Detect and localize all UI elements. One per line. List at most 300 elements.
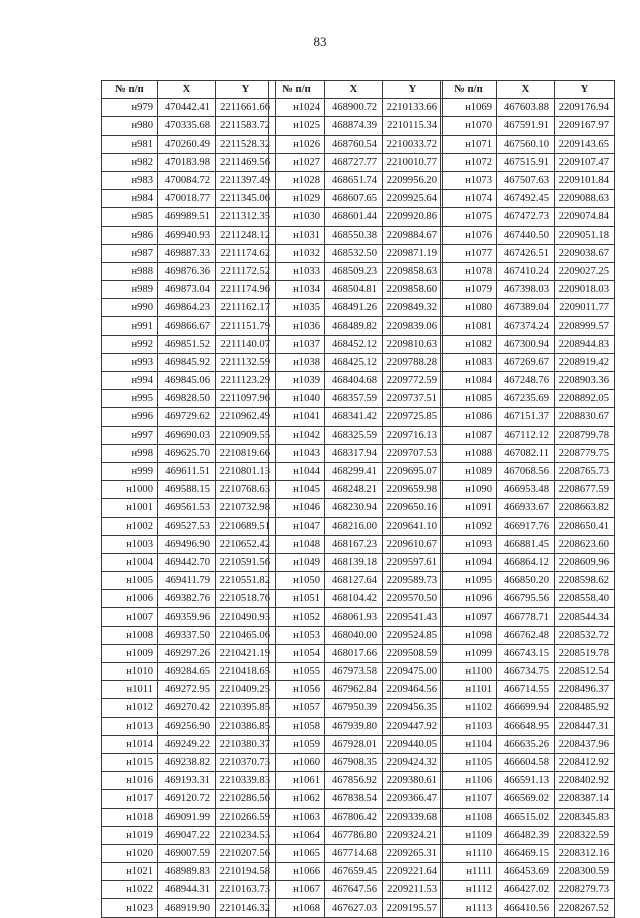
x-coordinate: 466648.95 (497, 717, 555, 735)
x-coordinate: 468509.23 (325, 262, 383, 280)
x-coordinate: 469866.67 (158, 317, 216, 335)
x-coordinate: 469611.51 (158, 462, 216, 480)
y-coordinate: 2210370.73 (216, 753, 276, 771)
x-coordinate: 468504.81 (325, 281, 383, 299)
x-coordinate: 469297.26 (158, 644, 216, 662)
x-coordinate: 468989.83 (158, 863, 216, 881)
table-header-row (269, 81, 443, 99)
y-coordinate: 2210286.56 (216, 790, 276, 808)
point-number: н998 (102, 444, 158, 462)
point-number: н1066 (269, 863, 325, 881)
point-number: н1087 (441, 426, 497, 444)
table-row (102, 426, 276, 444)
table-row (269, 208, 443, 226)
table-row (102, 535, 276, 553)
point-number: н1072 (441, 153, 497, 171)
point-number: н1088 (441, 444, 497, 462)
table-row (441, 753, 615, 771)
y-coordinate: 2208312.16 (555, 844, 615, 862)
point-number: н1102 (441, 699, 497, 717)
y-coordinate: 2211661.66 (216, 99, 276, 117)
y-coordinate: 2208663.82 (555, 499, 615, 517)
x-coordinate: 467838.54 (325, 790, 383, 808)
table-row (441, 863, 615, 881)
x-coordinate: 466410.56 (497, 899, 555, 917)
x-coordinate: 466850.20 (497, 572, 555, 590)
point-number: н1019 (102, 826, 158, 844)
table-row (269, 135, 443, 153)
point-number: н1104 (441, 735, 497, 753)
x-coordinate: 466881.45 (497, 535, 555, 553)
x-coordinate: 470183.98 (158, 153, 216, 171)
point-number: н1032 (269, 244, 325, 262)
y-coordinate: 2210194.58 (216, 863, 276, 881)
table-row (102, 553, 276, 571)
y-coordinate: 2209597.61 (383, 553, 443, 571)
x-coordinate: 470260.49 (158, 135, 216, 153)
table-row (269, 644, 443, 662)
x-coordinate: 467151.37 (497, 408, 555, 426)
point-number: н1001 (102, 499, 158, 517)
y-coordinate: 2210234.53 (216, 826, 276, 844)
table-row (102, 190, 276, 208)
y-coordinate: 2209143.65 (555, 135, 615, 153)
table-row (102, 208, 276, 226)
table-row (441, 226, 615, 244)
y-coordinate: 2210386.85 (216, 717, 276, 735)
y-coordinate: 2209440.05 (383, 735, 443, 753)
y-coordinate: 2208892.05 (555, 390, 615, 408)
x-coordinate: 470335.68 (158, 117, 216, 135)
table-row (269, 753, 443, 771)
table-row (102, 135, 276, 153)
y-coordinate: 2209464.56 (383, 681, 443, 699)
x-coordinate: 468104.42 (325, 590, 383, 608)
x-coordinate: 469193.31 (158, 772, 216, 790)
y-coordinate: 2211312.35 (216, 208, 276, 226)
table-row (102, 790, 276, 808)
table-row (269, 863, 443, 881)
table-row (102, 153, 276, 171)
point-number: н1073 (441, 171, 497, 189)
table-row (441, 426, 615, 444)
x-coordinate: 469284.65 (158, 663, 216, 681)
table-row (102, 281, 276, 299)
x-coordinate: 469382.76 (158, 590, 216, 608)
table-row (269, 353, 443, 371)
y-coordinate: 2209051.18 (555, 226, 615, 244)
table-row (102, 444, 276, 462)
y-coordinate: 2209650.16 (383, 499, 443, 517)
point-number: н1067 (269, 881, 325, 899)
point-number: н993 (102, 353, 158, 371)
table-row (269, 117, 443, 135)
point-number: н990 (102, 299, 158, 317)
point-number: н1014 (102, 735, 158, 753)
x-coordinate: 466864.12 (497, 553, 555, 571)
x-coordinate: 469527.53 (158, 517, 216, 535)
x-coordinate: 468139.18 (325, 553, 383, 571)
y-coordinate: 2209339.68 (383, 808, 443, 826)
x-coordinate: 467591.91 (497, 117, 555, 135)
x-coordinate: 467492.45 (497, 190, 555, 208)
y-coordinate: 2208903.36 (555, 372, 615, 390)
point-number: н1000 (102, 481, 158, 499)
header-x: X (497, 81, 555, 99)
y-coordinate: 2211345.06 (216, 190, 276, 208)
x-coordinate: 468341.42 (325, 408, 383, 426)
y-coordinate: 2209524.85 (383, 626, 443, 644)
table-row (441, 735, 615, 753)
y-coordinate: 2209858.60 (383, 281, 443, 299)
point-number: н1002 (102, 517, 158, 535)
x-coordinate: 467269.67 (497, 353, 555, 371)
point-number: н991 (102, 317, 158, 335)
table-row (269, 772, 443, 790)
y-coordinate: 2208412.92 (555, 753, 615, 771)
point-number: н1018 (102, 808, 158, 826)
point-number: н1084 (441, 372, 497, 390)
x-coordinate: 468919.90 (158, 899, 216, 917)
table-row (441, 699, 615, 717)
table-row (441, 681, 615, 699)
table-row (441, 190, 615, 208)
point-number: н1050 (269, 572, 325, 590)
x-coordinate: 466635.26 (497, 735, 555, 753)
point-number: н1103 (441, 717, 497, 735)
y-coordinate: 2209810.63 (383, 335, 443, 353)
y-coordinate: 2210962.49 (216, 408, 276, 426)
y-coordinate: 2210768.63 (216, 481, 276, 499)
x-coordinate: 469625.70 (158, 444, 216, 462)
x-coordinate: 468299.41 (325, 462, 383, 480)
y-coordinate: 2209018.03 (555, 281, 615, 299)
y-coordinate: 2208267.52 (555, 899, 615, 917)
y-coordinate: 2208598.62 (555, 572, 615, 590)
x-coordinate: 466778.71 (497, 608, 555, 626)
table-row (102, 481, 276, 499)
point-number: н1057 (269, 699, 325, 717)
table-row (269, 390, 443, 408)
table-row (269, 99, 443, 117)
y-coordinate: 2210133.66 (383, 99, 443, 117)
point-number: н1045 (269, 481, 325, 499)
y-coordinate: 2210732.98 (216, 499, 276, 517)
y-coordinate: 2209737.51 (383, 390, 443, 408)
x-coordinate: 468325.59 (325, 426, 383, 444)
x-coordinate: 468532.50 (325, 244, 383, 262)
y-coordinate: 2209589.73 (383, 572, 443, 590)
point-number: н999 (102, 462, 158, 480)
table-row (102, 335, 276, 353)
table-row (269, 844, 443, 862)
table-row (269, 681, 443, 699)
y-coordinate: 2209570.50 (383, 590, 443, 608)
point-number: н1020 (102, 844, 158, 862)
y-coordinate: 2210380.37 (216, 735, 276, 753)
point-number: н1029 (269, 190, 325, 208)
table-row (441, 590, 615, 608)
table-row (441, 171, 615, 189)
table-row (441, 572, 615, 590)
x-coordinate: 470084.72 (158, 171, 216, 189)
point-number: н1097 (441, 608, 497, 626)
y-coordinate: 2209101.84 (555, 171, 615, 189)
point-number: н1071 (441, 135, 497, 153)
table-row (269, 299, 443, 317)
y-coordinate: 2211583.72 (216, 117, 276, 135)
table-row (102, 844, 276, 862)
y-coordinate: 2209849.32 (383, 299, 443, 317)
x-coordinate: 469270.42 (158, 699, 216, 717)
x-coordinate: 466933.67 (497, 499, 555, 517)
table-row (441, 299, 615, 317)
point-number: н1015 (102, 753, 158, 771)
y-coordinate: 2209610.67 (383, 535, 443, 553)
y-coordinate: 2208999.57 (555, 317, 615, 335)
y-coordinate: 2209839.06 (383, 317, 443, 335)
header-num: № п/п (102, 81, 158, 99)
y-coordinate: 2208345.83 (555, 808, 615, 826)
table-row (441, 135, 615, 153)
x-coordinate: 467950.39 (325, 699, 383, 717)
x-coordinate: 469876.36 (158, 262, 216, 280)
point-number: н1090 (441, 481, 497, 499)
coordinates-table-1 (101, 80, 276, 918)
table-row (441, 772, 615, 790)
point-number: н986 (102, 226, 158, 244)
x-coordinate: 466591.13 (497, 772, 555, 790)
point-number: н1041 (269, 408, 325, 426)
page-number: 83 (313, 34, 327, 49)
point-number: н1038 (269, 353, 325, 371)
x-coordinate: 467507.63 (497, 171, 555, 189)
y-coordinate: 2210652.42 (216, 535, 276, 553)
point-number: н981 (102, 135, 158, 153)
x-coordinate: 468425.12 (325, 353, 383, 371)
x-coordinate: 469989.51 (158, 208, 216, 226)
y-coordinate: 2210409.25 (216, 681, 276, 699)
table-row (102, 572, 276, 590)
point-number: н1025 (269, 117, 325, 135)
table-row (102, 390, 276, 408)
point-number: н1055 (269, 663, 325, 681)
table-row (102, 699, 276, 717)
point-number: н985 (102, 208, 158, 226)
table-row (102, 899, 276, 917)
table-row (102, 644, 276, 662)
y-coordinate: 2210909.55 (216, 426, 276, 444)
table-row (102, 299, 276, 317)
x-coordinate: 469588.15 (158, 481, 216, 499)
point-number: н1081 (441, 317, 497, 335)
y-coordinate: 2209641.10 (383, 517, 443, 535)
y-coordinate: 2210033.72 (383, 135, 443, 153)
y-coordinate: 2208532.72 (555, 626, 615, 644)
point-number: н1054 (269, 644, 325, 662)
table-row (102, 517, 276, 535)
table-row (102, 372, 276, 390)
table-row (102, 753, 276, 771)
table-header-row (441, 81, 615, 99)
table-row (269, 553, 443, 571)
table-row (102, 99, 276, 117)
y-coordinate: 2208944.83 (555, 335, 615, 353)
point-number: н1105 (441, 753, 497, 771)
table-row (269, 626, 443, 644)
point-number: н1024 (269, 99, 325, 117)
point-number: н1048 (269, 535, 325, 553)
y-coordinate: 2210801.13 (216, 462, 276, 480)
y-coordinate: 2209265.31 (383, 844, 443, 862)
x-coordinate: 468127.64 (325, 572, 383, 590)
header-num: № п/п (269, 81, 325, 99)
point-number: н1068 (269, 899, 325, 917)
header-y: Y (216, 81, 276, 99)
point-number: н1094 (441, 553, 497, 571)
y-coordinate: 2208558.40 (555, 590, 615, 608)
y-coordinate: 2210518.76 (216, 590, 276, 608)
y-coordinate: 2210115.34 (383, 117, 443, 135)
y-coordinate: 2208300.59 (555, 863, 615, 881)
y-coordinate: 2209167.97 (555, 117, 615, 135)
y-coordinate: 2211151.79 (216, 317, 276, 335)
table-row (269, 317, 443, 335)
y-coordinate: 2209659.98 (383, 481, 443, 499)
point-number: н1039 (269, 372, 325, 390)
point-number: н1006 (102, 590, 158, 608)
y-coordinate: 2208779.75 (555, 444, 615, 462)
x-coordinate: 467082.11 (497, 444, 555, 462)
point-number: н1100 (441, 663, 497, 681)
x-coordinate: 467235.69 (497, 390, 555, 408)
point-number: н1010 (102, 663, 158, 681)
point-number: н1008 (102, 626, 158, 644)
y-coordinate: 2209380.61 (383, 772, 443, 790)
point-number: н1053 (269, 626, 325, 644)
point-number: н1065 (269, 844, 325, 862)
y-coordinate: 2211174.62 (216, 244, 276, 262)
point-number: н1077 (441, 244, 497, 262)
x-coordinate: 468167.23 (325, 535, 383, 553)
table-row (269, 717, 443, 735)
x-coordinate: 466734.75 (497, 663, 555, 681)
x-coordinate: 468491.26 (325, 299, 383, 317)
y-coordinate: 2209027.25 (555, 262, 615, 280)
table-row (269, 372, 443, 390)
y-coordinate: 2209772.59 (383, 372, 443, 390)
y-coordinate: 2208765.73 (555, 462, 615, 480)
y-coordinate: 2209424.32 (383, 753, 443, 771)
point-number: н1056 (269, 681, 325, 699)
header-y: Y (383, 81, 443, 99)
point-number: н1016 (102, 772, 158, 790)
y-coordinate: 2208447.31 (555, 717, 615, 735)
header-num: № п/п (441, 81, 497, 99)
y-coordinate: 2208677.59 (555, 481, 615, 499)
point-number: н1046 (269, 499, 325, 517)
point-number: н1096 (441, 590, 497, 608)
table-row (269, 335, 443, 353)
x-coordinate: 469828.50 (158, 390, 216, 408)
table-row (102, 881, 276, 899)
point-number: н1112 (441, 881, 497, 899)
point-number: н1083 (441, 353, 497, 371)
table-row (269, 444, 443, 462)
y-coordinate: 2209195.57 (383, 899, 443, 917)
y-coordinate: 2211132.59 (216, 353, 276, 371)
table-row (441, 117, 615, 135)
table-row (441, 244, 615, 262)
point-number: н1033 (269, 262, 325, 280)
table-row (269, 190, 443, 208)
table-row (441, 99, 615, 117)
y-coordinate: 2208387.14 (555, 790, 615, 808)
y-coordinate: 2209884.67 (383, 226, 443, 244)
y-coordinate: 2209324.21 (383, 826, 443, 844)
point-number: н987 (102, 244, 158, 262)
x-coordinate: 468061.93 (325, 608, 383, 626)
y-coordinate: 2210689.51 (216, 517, 276, 535)
y-coordinate: 2208544.34 (555, 608, 615, 626)
point-number: н1012 (102, 699, 158, 717)
y-coordinate: 2210339.83 (216, 772, 276, 790)
table-row (269, 517, 443, 535)
x-coordinate: 468404.68 (325, 372, 383, 390)
x-coordinate: 468452.12 (325, 335, 383, 353)
table-row (441, 663, 615, 681)
x-coordinate: 466953.48 (497, 481, 555, 499)
x-coordinate: 470442.41 (158, 99, 216, 117)
x-coordinate: 469940.93 (158, 226, 216, 244)
x-coordinate: 466714.55 (497, 681, 555, 699)
y-coordinate: 2209447.92 (383, 717, 443, 735)
table-row (269, 735, 443, 753)
x-coordinate: 469887.33 (158, 244, 216, 262)
y-coordinate: 2209366.47 (383, 790, 443, 808)
table-row (269, 572, 443, 590)
y-coordinate: 2209871.19 (383, 244, 443, 262)
point-number: н1028 (269, 171, 325, 189)
table-row (441, 790, 615, 808)
y-coordinate: 2209508.59 (383, 644, 443, 662)
table-row (441, 444, 615, 462)
table-header-row (102, 81, 276, 99)
point-number: н1059 (269, 735, 325, 753)
x-coordinate: 466604.58 (497, 753, 555, 771)
point-number: н1026 (269, 135, 325, 153)
x-coordinate: 466743.15 (497, 644, 555, 662)
table-row (269, 153, 443, 171)
y-coordinate: 2209956.20 (383, 171, 443, 189)
point-number: н1007 (102, 608, 158, 626)
x-coordinate: 469851.52 (158, 335, 216, 353)
y-coordinate: 2209176.94 (555, 99, 615, 117)
y-coordinate: 2211397.49 (216, 171, 276, 189)
x-coordinate: 467440.50 (497, 226, 555, 244)
point-number: н994 (102, 372, 158, 390)
point-number: н1076 (441, 226, 497, 244)
table-row (102, 353, 276, 371)
x-coordinate: 468216.00 (325, 517, 383, 535)
table-row (269, 899, 443, 917)
x-coordinate: 468357.59 (325, 390, 383, 408)
x-coordinate: 467515.91 (497, 153, 555, 171)
x-coordinate: 468874.39 (325, 117, 383, 135)
x-coordinate: 469496.90 (158, 535, 216, 553)
table-row (441, 281, 615, 299)
y-coordinate: 2208485.92 (555, 699, 615, 717)
